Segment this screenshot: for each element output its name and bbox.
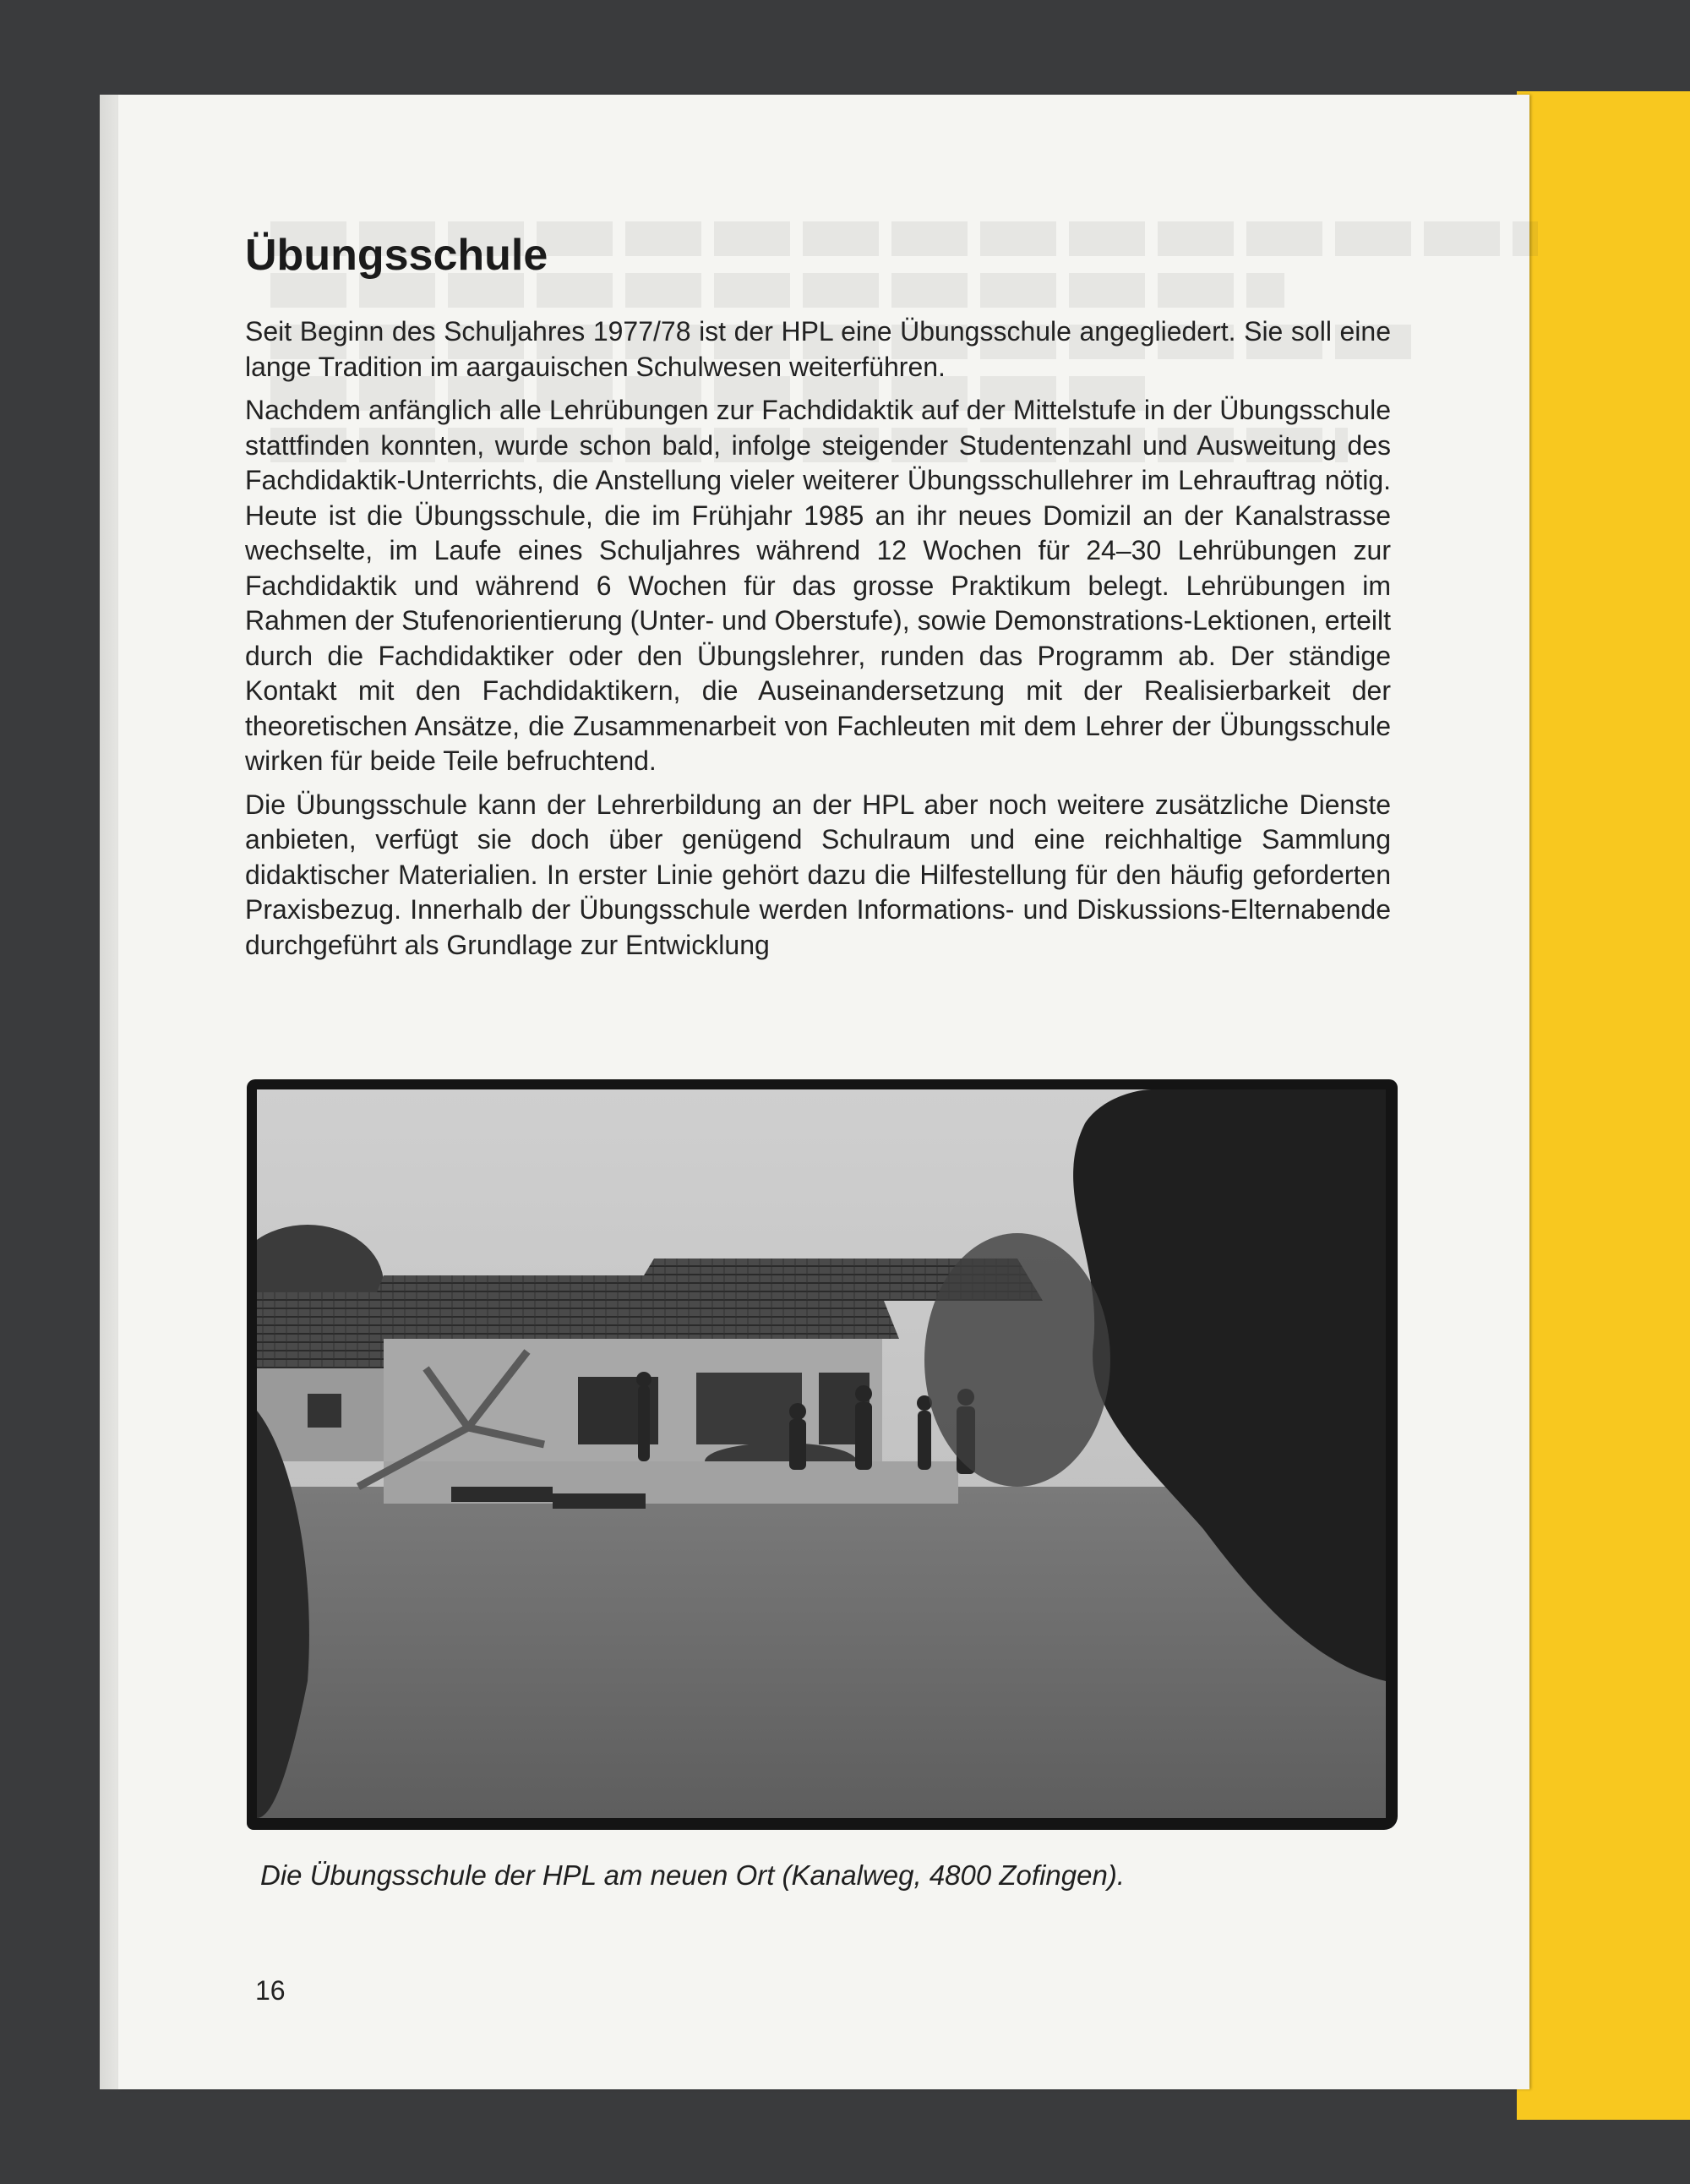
photo-frame [247,1079,1398,1830]
photo-caption: Die Übungsschule der HPL am neuen Ort (Kanalweg, 4800 Zofingen). [260,1859,1125,1891]
page-heading: Übungsschule [245,231,548,280]
paragraph-1: Seit Beginn des Schuljahres 1977/78 ist der HPL eine Übungsschule angegliedert. Sie soll eine lange Tradition im aargauischen Schulwesen weiterführen. [245,316,1391,382]
document-page [118,95,1529,2089]
bench [451,1487,553,1502]
window [308,1394,341,1428]
window [696,1373,802,1444]
paragraph-2: Nachdem anfänglich alle Lehrübungen zur Fachdidaktik auf der Mittelstufe in der Übungsschule stattfinden konnten, wurde schon bald, infolge steigender Studentenzahl und Ausweitung des Fachdidaktik-Unterrichts, die Anstellung vieler weiterer Übungsschullehrer im Lehrauftrag nötig. Heute ist die Übungsschule, die im Frühjahr 1985 an ihr neues Domizil an der Kanalstrasse wechselte, im Laufe eines Schuljahres während 12 Wochen für 24–30 Lehrübungen zur Fachdidaktik und während 6 Wochen für das grosse Praktikum belegt. Lehrübungen im Rahmen der Stufenorientierung (Unter- und Oberstufe), sowie Demonstrations-Lektionen, erteilt durch die Fachdidaktiker oder den Übungslehrer, runden das Programm ab. Der ständige Kontakt mit den Fachdidaktikern, die Auseinandersetzung mit der Realisierbarkeit der theoretischen Ansätze, die Zusammenarbeit von Fachleuten mit dem Lehrer der Übungsschule wirken für beide Teile befruchtend. [245,395,1391,776]
page-number: 16 [255,1975,286,2006]
adjacent-yellow-page [1517,91,1690,2120]
bench [553,1493,646,1509]
photo-illustration [257,1089,1386,1818]
school-building-photo [257,1089,1386,1818]
paragraph-3: Die Übungsschule kann der Lehrerbildung an der HPL aber noch weitere zusätzliche Dienste anbieten, verfügt sie doch über genügend Schulraum und eine reichhaltige Sammlung didaktischer Materialien. In erster Linie gehört dazu die Hilfestellung für den häufig geforderten Praxisbezug. Innerhalb der Übungsschule werden Informations- und Diskussions-Elternabende durchgeführt als Grundlage zur Entwicklung [245,789,1391,960]
body-text [245,314,1391,971]
tree-right-midground [924,1233,1110,1487]
